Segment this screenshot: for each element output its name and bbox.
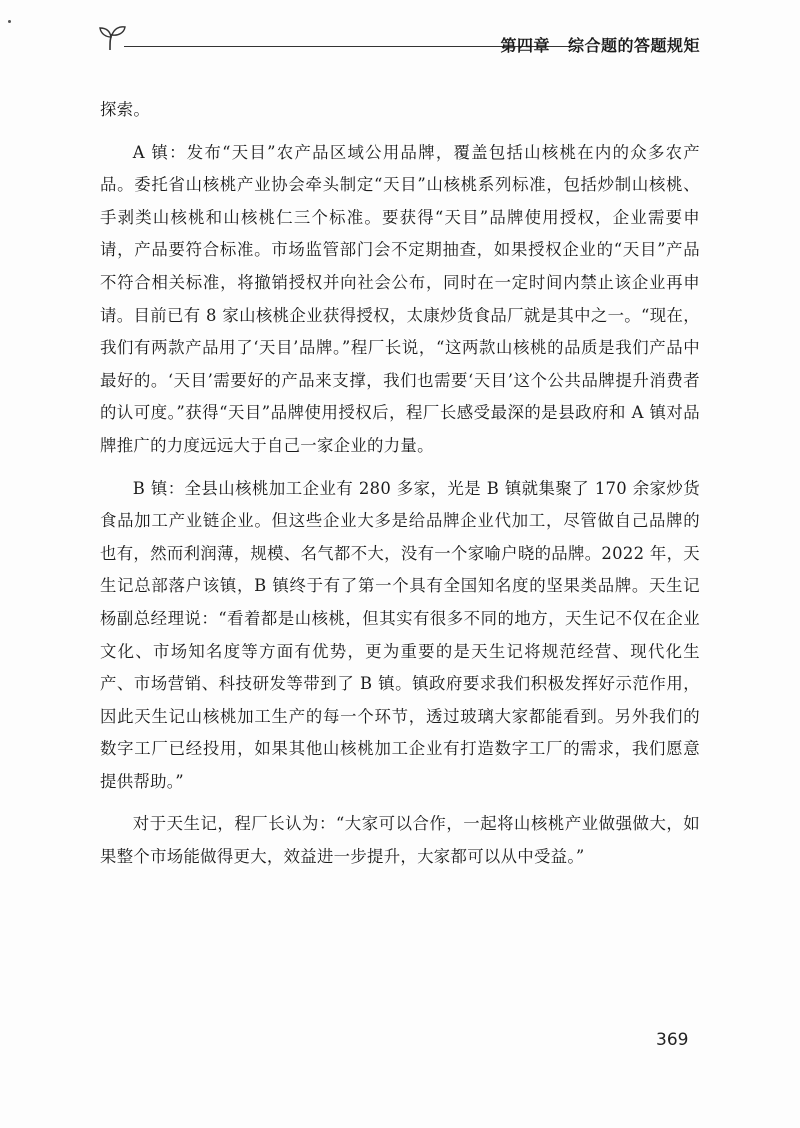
sprout-icon [96, 24, 130, 54]
paragraph-town-b: B 镇：全县山核桃加工企业有 280 多家，光是 B 镇就集聚了 170 余家炒货食品加工产业链企业。但这些企业大多是给品牌企业代加工，尽管做自己品牌的也有，然而利润薄，规模、名气都不大，没有一个家喻户晓的品牌。2022 年，天生记总部落户该镇，B 镇终于有了第一个具有全国知名度的坚果类品牌。天生记杨副总经理说：“看着都是山核桃，但其实有很多不同的地方，天生记不仅在企业文化、市场知名度等方面有优势，更为重要的是天生记将规范经营、现代化生产、市场营销、科技研发等带到了 B 镇。镇政府要求我们积极发挥好示范作用，因此天生记山核桃加工生产的每一个环节，透过玻璃大家都能看到。另外我们的数字工厂已经投用，如果其他山核桃加工企业有打造数字工厂的需求，我们愿意提供帮助。” [100, 478, 700, 791]
paragraph-conclusion: 对于天生记，程厂长认为：“大家可以合作，一起将山核桃产业做强做大，如果整个市场能做得更大，效益进一步提升，大家都可以从中受益。” [100, 814, 700, 867]
running-header [96, 24, 700, 64]
body-text [100, 94, 700, 884]
paragraph-town-a: A 镇：发布“天目”农产品区域公用品牌，覆盖包括山核桃在内的众多农产品。委托省山核桃产业协会牵头制定“天目”山核桃系列标准，包括炒制山核桃、手剥类山核桃和山核桃仁三个标准。要获得“天目”品牌使用授权，企业需要申请，产品要符合标准。市场监管部门会不定期抽查，如果授权企业的“天目”产品不符合相关标准，将撤销授权并向社会公布，同时在一定时间内禁止该企业再申请。目前已有 8 家山核桃企业获得授权，太康炒货食品厂就是其中之一。“现在，我们有两款产品用了‘天目’品牌。”程厂长说，“这两款山核桃的品质是我们产品中最好的。‘天目’需要好的产品来支撑，我们也需要‘天目’这个公共品牌提升消费者的认可度。”获得“天目”品牌使用授权后，程厂长感受最深的是县政府和 A 镇对品牌推广的力度远远大于自己一家企业的力量。 [100, 142, 700, 455]
chapter-title: 综合题的答题规矩 [567, 36, 700, 55]
header-title [500, 33, 700, 56]
chapter-label: 第四章 [500, 36, 550, 55]
paragraph-continued: 探索。 [100, 100, 151, 119]
scan-speck [8, 20, 11, 23]
page-number: 369 [656, 1030, 689, 1050]
